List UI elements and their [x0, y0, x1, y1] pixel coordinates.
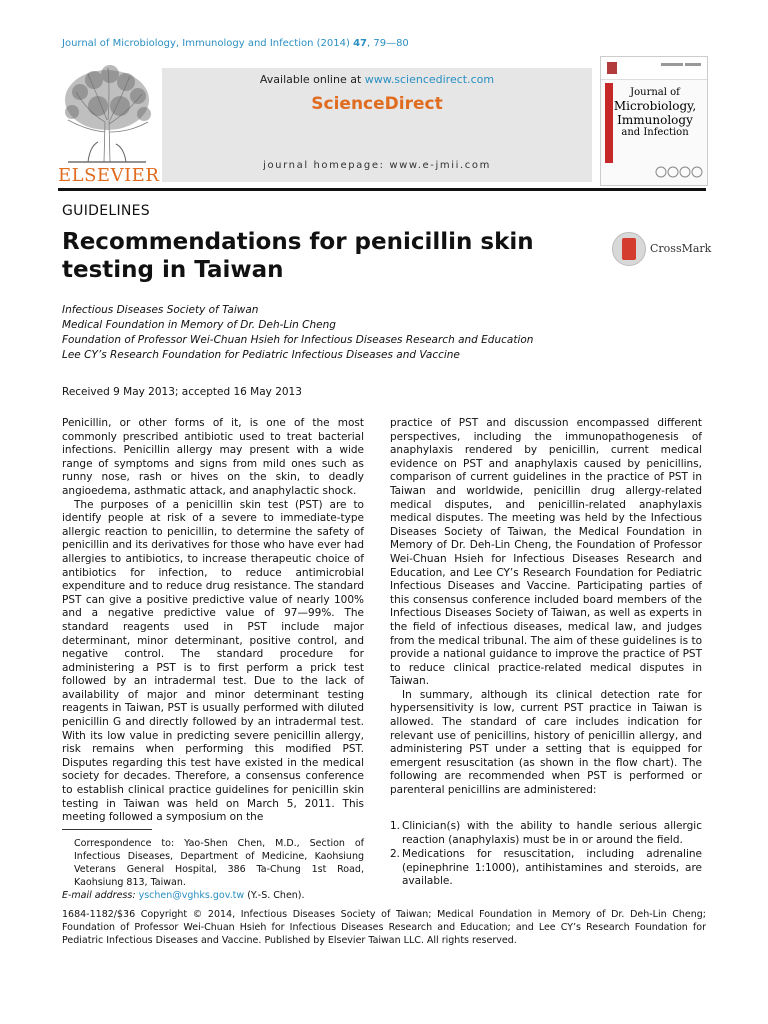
journal-ref-prefix: Journal of Microbiology, Immunology and Infection (2014): [62, 38, 350, 49]
elsevier-wordmark: ELSEVIER: [58, 165, 160, 186]
footnote-divider: [62, 829, 152, 830]
correspondence-email-line: E-mail address: yschen@vghks.gov.tw (Y.-S. Chen).: [62, 890, 305, 901]
cover-title: Journal of Microbiology, Immunology and Infection: [613, 87, 697, 138]
correspondence-footnote: [62, 837, 364, 902]
crossmark-label: CrossMark: [650, 242, 712, 255]
correspondence-text: Correspondence to: Yao-Shen Chen, M.D., Section of Infectious Diseases, Department of Medicine, Kaohsiung Veterans General Hospital, 386 Ta-Chung 1st Road, Kaohsiung 813, Taiwan.: [74, 838, 364, 888]
body-right-column: [390, 417, 702, 798]
affiliation-item: Medical Foundation in Memory of Dr. Deh-Lin Cheng: [62, 319, 336, 331]
journal-ref-volume: 47: [353, 38, 367, 49]
recommendation-list: [390, 820, 702, 890]
journal-ref-pages: 79—80: [373, 38, 409, 49]
correspondence-email-link[interactable]: yschen@vghks.gov.tw: [138, 890, 245, 901]
list-item: 1. Clinician(s) with the ability to handle serious allergic reaction (anaphylaxis) must be in or around the field.: [390, 820, 702, 846]
elsevier-tree-icon: [58, 62, 156, 164]
sciencedirect-header: [162, 68, 592, 182]
list-item: 2. Medications for resuscitation, including adrenaline (epinephrine 1:1000), antihistamines and steroids, are available.: [390, 848, 702, 888]
article-title: Recommendations for penicillin skin testing in Taiwan: [62, 229, 534, 283]
affiliations: [62, 303, 533, 363]
crossmark-icon: [612, 232, 646, 266]
journal-reference[interactable]: Journal of Microbiology, Immunology and Infection (2014) 47, 79—80: [62, 38, 409, 49]
cover-emblem-icon: [601, 57, 707, 79]
journal-cover: [600, 56, 708, 186]
header-divider: [58, 188, 706, 191]
available-online: Available online at www.sciencedirect.com: [259, 73, 495, 86]
body-paragraph: The purposes of a penicillin skin test (PST) are to identify people at risk of a severe to immediate-type allergic reaction to penicillin, to determine the safety of penicillin and its derivatives for those who have ever had allergies to antibiotics, to increase therapeutic choice of antibiotics for infection, to reduce antimicrobial expenditure and to reduce drug resistance. The standard PST can give a positive predictive value of nearly 100% and a negative predictive value of 97—99%. The standard reagents used in PST include major determinant, minor determinant, positive control, and negative control. The standard procedure for administering a PST is to first perform a prick test followed by an intradermal test. Due to the lack of availability of major and minor determinant testing reagents in Taiwan, PST is usually performed with diluted penicillin G and directly followed by an intradermal test. With its low value in predicting severe penicillin allergy, risk remains when performing this modified PST. Disputes regarding this test have existed in the medical society for decades. Therefore, a consensus conference to establish clinical practice guidelines for penicillin skin testing in Taiwan was held on March 5, 2011. This meeting followed a symposium on the: [62, 498, 364, 824]
copyright-notice: 1684-1182/$36 Copyright © 2014, Infectious Diseases Society of Taiwan; Medical Foundation in Memory of Dr. Deh-Lin Cheng; Foundation of Professor Wei-Chuan Hsieh for Infectious Diseases Research and Education; and Lee CY’s Research Foundation for Pediatric Infectious Diseases and Vaccine. Published by Elsevier Taiwan LLC. All rights reserved.: [62, 909, 706, 946]
journal-homepage[interactable]: journal homepage: www.e-jmii.com: [263, 160, 491, 171]
body-paragraph: In summary, although its clinical detection rate for hypersensitivity is low, current PST practice in Taiwan is allowed. The standard of care includes indication for relevant use of penicillins, history of penicillin allergy, and administering PST under a setting that is equipped for emergent resuscitation (as shown in the flow chart). The following are recommended when PST is performed or parenteral penicillins are administered:: [390, 688, 702, 797]
crossmark-badge[interactable]: [612, 232, 718, 268]
cover-society-logos-icon: [655, 165, 703, 179]
sciencedirect-brand: ScienceDirect: [311, 94, 443, 114]
affiliation-item: Lee CY’s Research Foundation for Pediatric Infectious Diseases and Vaccine: [62, 349, 460, 361]
section-label: GUIDELINES: [62, 203, 150, 219]
elsevier-logo: [58, 62, 160, 186]
affiliation-item: Infectious Diseases Society of Taiwan: [62, 304, 259, 316]
received-dates: Received 9 May 2013; accepted 16 May 2013: [62, 386, 302, 398]
affiliation-item: Foundation of Professor Wei-Chuan Hsieh for Infectious Diseases Research and Education: [62, 334, 534, 346]
body-paragraph: Penicillin, or other forms of it, is one of the most commonly prescribed antibiotic used to treat bacterial infections. Penicillin allergy may present with a wide range of symptoms and signs from mild ones such as runny nose, rash or hives on the skin, to deadly angioedema, asthmatic attack, and anaphylactic shock.: [62, 417, 364, 497]
body-paragraph: practice of PST and discussion encompassed different perspectives, including the immunopathogenesis of anaphylaxis rendered by penicillin, current medical evidence on PST and anaphylaxis caused by penicillins, comparison of current guidelines in the practice of PST in Taiwan and worldwide, penicillin drug allergy-related medical disputes, and penicillin-related anaphylaxis medical disputes. The meeting was held by the Infectious Diseases Society of Taiwan, the Medical Foundation in Memory of Dr. Deh-Lin Cheng, the Foundation of Professor Wei-Chuan Hsieh for Infectious Diseases Research and Education, and Lee CY’s Research Foundation for Pediatric Infectious Diseases and Vaccine. Participating parties of this consensus conference included board members of the Infectious Diseases Society of Taiwan, as well as experts in the field of infectious diseases, medical law, and judges from the medical tribunal. The aim of these guidelines is to provide a national guidance to improve the practice of PST to reduce clinical practice-related medical disputes in Taiwan.: [390, 417, 702, 688]
body-left-column: [62, 417, 364, 825]
sciencedirect-link[interactable]: www.sciencedirect.com: [364, 73, 495, 86]
